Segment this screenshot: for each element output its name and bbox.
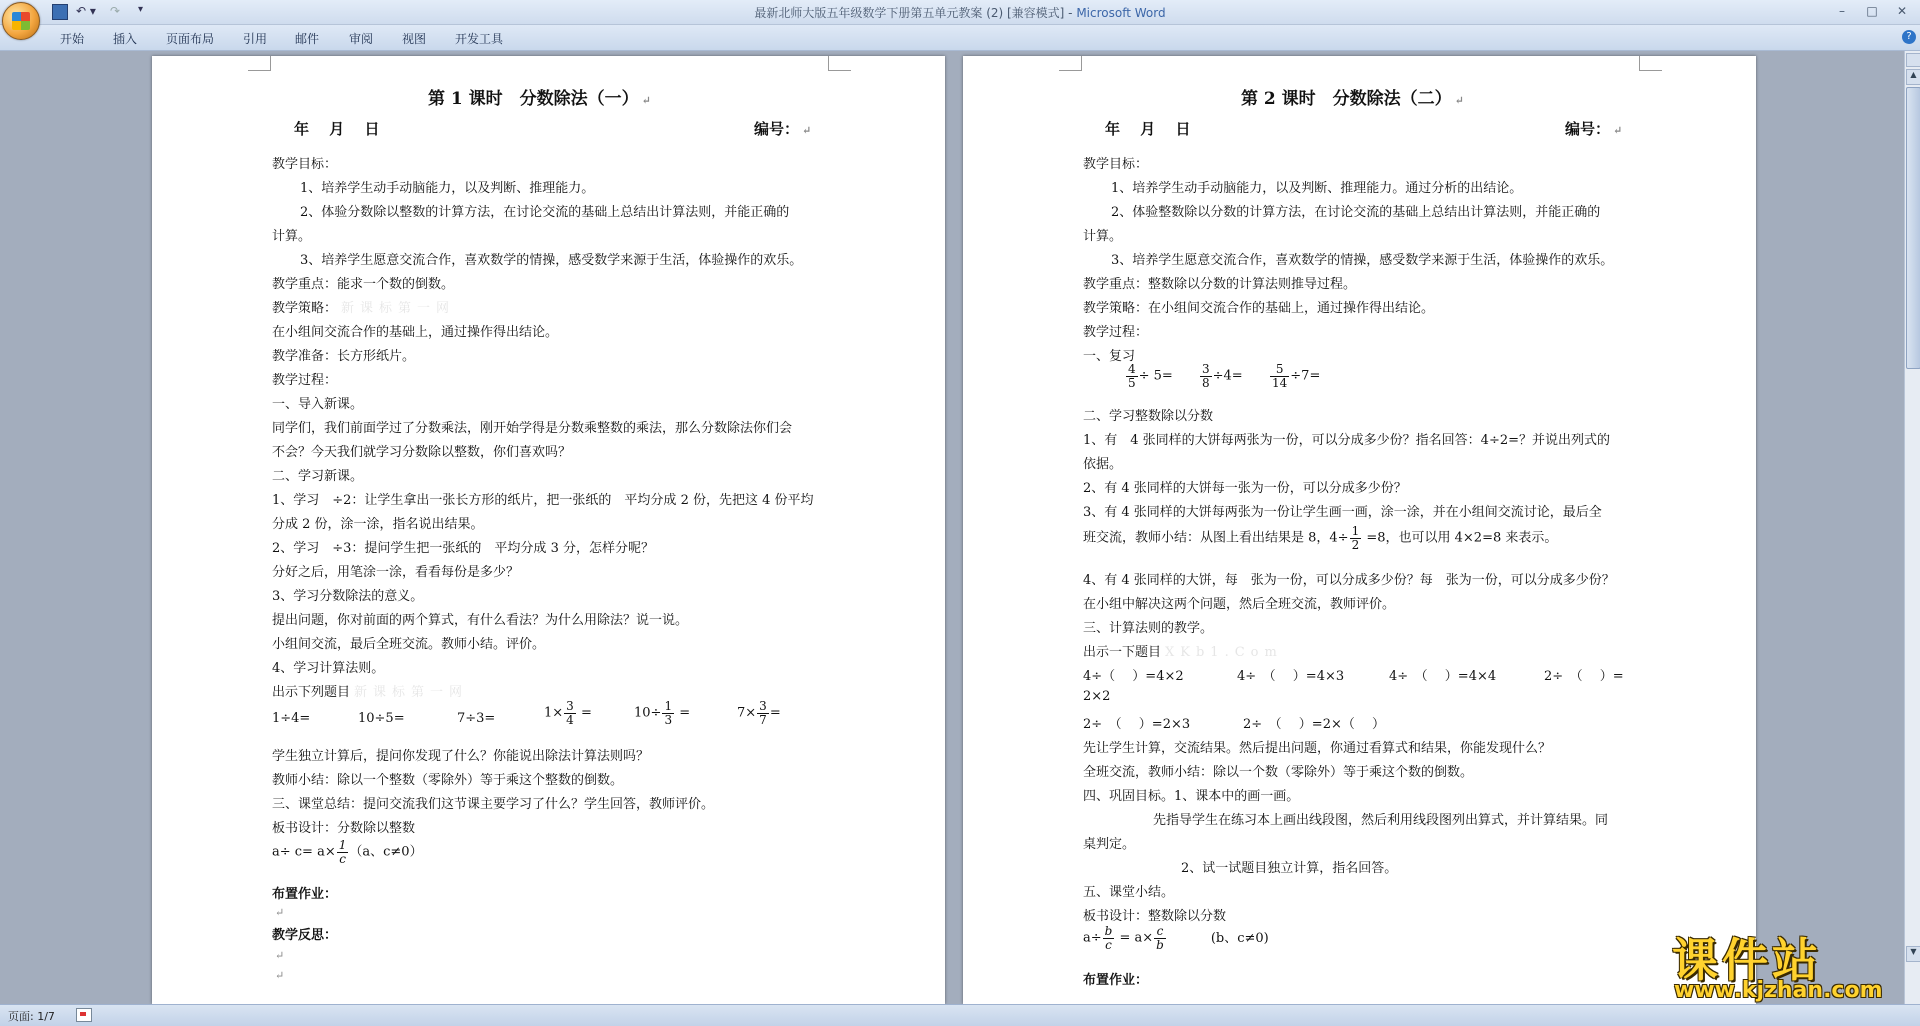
text-line: 4、有 4 张同样的大饼，每 张为一份，可以分成多少份？每 张为一份，可以分成多少份？	[1083, 573, 1615, 588]
text-line: 先让学生计算，交流结果。然后提出问题，你通过看算式和结果，你能发现什么？	[1083, 741, 1552, 756]
fraction	[1270, 363, 1289, 389]
tab-developer[interactable]: 开发工具	[455, 32, 504, 46]
exercise-label: 出示下列题目	[272, 685, 351, 700]
fraction-denominator: 4	[566, 712, 574, 727]
fraction-numerator: 1	[338, 838, 347, 852]
window-title	[0, 4, 1920, 21]
equation	[1125, 363, 1173, 389]
equation: 2÷ （ ）=	[1544, 669, 1624, 684]
date-line: 年 月 日	[294, 120, 380, 138]
tab-references[interactable]: 引用	[243, 32, 268, 46]
equation	[634, 700, 690, 726]
text-line: 板书设计：整数除以分数	[1083, 909, 1227, 924]
fraction-numerator: 1	[1351, 524, 1360, 538]
equation-text: ÷4=	[1212, 368, 1243, 384]
text-line: 桌判定。	[1083, 837, 1136, 852]
fraction-denominator: 3	[664, 712, 673, 727]
minimize-icon[interactable]: –	[1839, 4, 1845, 18]
fraction-denominator: c	[339, 851, 346, 866]
equation: 4÷ （ ）=4×4	[1389, 669, 1497, 684]
fraction	[337, 839, 349, 865]
ruler-toggle-icon[interactable]	[1906, 53, 1920, 67]
text-line: 教师小结：除以一个整数（零除外）等于乘这个整数的倒数。	[272, 773, 624, 788]
serial-number: 编号： ↵	[754, 120, 812, 138]
text-line: 3、培养学生愿意交流合作，喜欢数学的情操，感受数学来源于生活，体验操作的欢乐。	[1111, 253, 1614, 268]
tab-mailings[interactable]: 邮件	[295, 32, 320, 46]
text-line: 计算。	[272, 229, 312, 244]
lesson-title: 第 1 课时 分数除法（一） ↵	[428, 89, 651, 109]
text-line: 3、培养学生愿意交流合作，喜欢数学的情操，感受数学来源于生活，体验操作的欢乐。	[300, 253, 803, 268]
equation	[1199, 363, 1243, 389]
text-line: 教学过程：	[1083, 325, 1149, 340]
equation-text: =	[675, 705, 691, 721]
fraction-numerator: 5	[1270, 363, 1289, 377]
ribbon-tabs	[0, 25, 1920, 51]
text-line: 3、有 4 张同样的大饼每两张为一份让学生画一画，涂一涂，并在小组间交流讨论，最后全	[1083, 505, 1602, 520]
fraction-denominator: b	[1156, 937, 1164, 952]
formula	[272, 839, 423, 865]
text-line: 2、学习 ÷3：提问学生把一张纸的 平均分成 3 分，怎样分呢？	[272, 541, 654, 556]
text-line: 提出问题，你对前面的两个算式，有什么看法？为什么用除法？说一说。	[272, 613, 689, 628]
text-line: 五、课堂小结。	[1083, 885, 1175, 900]
tab-review[interactable]: 审阅	[349, 32, 374, 46]
fraction-numerator: b	[1104, 924, 1113, 938]
text-line: 教学目标：	[1083, 157, 1149, 172]
document-page-1[interactable]	[152, 56, 945, 1004]
office-logo-icon	[12, 12, 30, 30]
fraction-numerator: 1	[664, 699, 673, 713]
fraction-numerator: 3	[566, 699, 574, 713]
fraction	[1200, 363, 1212, 389]
text-line: 2、试一试题目独立计算，指名回答。	[1181, 861, 1398, 876]
equation	[737, 700, 781, 726]
title-bar	[0, 0, 1920, 25]
equation-text: 7×	[737, 705, 757, 721]
exercise-label: 出示一下题目	[1083, 645, 1162, 660]
tab-insert[interactable]: 插入	[113, 32, 138, 46]
paragraph-mark: ↵	[275, 969, 285, 982]
text-line: 教学目标：	[272, 157, 338, 172]
equation-text: 1×	[544, 705, 564, 721]
equation-text: ÷7=	[1290, 368, 1321, 384]
text-line: 教学重点：能求一个数的倒数。	[272, 277, 455, 292]
text-line: 全班交流，教师小结：除以一个数（零除外）等于乘这个数的倒数。	[1083, 765, 1474, 780]
equation-text: ÷ 5=	[1138, 368, 1173, 384]
text-line: 小组间交流，最后全班交流。教师小结。评价。	[272, 637, 546, 652]
fraction-denominator: c	[1105, 937, 1112, 952]
text-line: 2、体验整数除以分数的计算方法，在讨论交流的基础上总结出计算法则，并能正确的	[1111, 205, 1601, 220]
fraction-denominator: 8	[1202, 375, 1210, 390]
fraction-denominator: 14	[1272, 375, 1288, 390]
margin-mark	[248, 56, 271, 71]
text-line: 一、复习	[1083, 349, 1136, 364]
equation: 4÷ （ ）=4×3	[1237, 669, 1345, 684]
formula-text: a÷ c= a×	[272, 844, 336, 860]
maximize-icon[interactable]: □	[1866, 4, 1878, 18]
date-line: 年 月 日	[1105, 120, 1191, 138]
lesson-title: 第 2 课时 分数除法（二） ↵	[1241, 89, 1464, 109]
text-line: 二、学习新课。	[272, 469, 364, 484]
equation: 2÷ （ ）=2×3	[1083, 717, 1191, 732]
tab-home[interactable]: 开始	[60, 32, 85, 46]
equation: 10÷5=	[358, 711, 405, 726]
fraction	[1126, 363, 1138, 389]
formula-text: = a×	[1115, 930, 1154, 946]
text-line: 板书设计：分数除以整数	[272, 821, 416, 836]
text-line: 1、培养学生动手动脑能力，以及判断、推理能力。	[300, 181, 595, 196]
text-segment: 班交流，教师小结：从图上看出结果是 8，4÷	[1083, 530, 1349, 546]
equation	[1269, 363, 1320, 389]
equation	[544, 700, 592, 726]
text-line: 先指导学生在练习本上画出线段图，然后利用线段图列出算式，并计算结果。同	[1153, 813, 1609, 828]
text-line: 教学策略：在小组间交流合作的基础上，通过操作得出结论。	[1083, 301, 1435, 316]
fraction-numerator: 4	[1128, 362, 1136, 376]
scroll-thumb[interactable]	[1906, 87, 1920, 369]
scroll-up-icon[interactable]: ▲	[1906, 69, 1920, 85]
text-line: 1、培养学生动手动脑能力，以及判断、推理能力。通过分析的出结论。	[1111, 181, 1523, 196]
margin-mark	[1059, 56, 1082, 71]
paragraph-mark: ↵	[275, 906, 285, 919]
tab-page-layout[interactable]: 页面布局	[166, 32, 215, 46]
equation-text: =	[576, 705, 592, 721]
equation: 7÷3=	[457, 711, 496, 726]
text-line: 出示一下题目 XKb1.Com	[1083, 645, 1283, 660]
fraction	[757, 700, 769, 726]
text-line: 不会？今天我们就学习分数除以整数，你们喜欢吗？	[272, 445, 572, 460]
close-icon[interactable]: ✕	[1896, 4, 1908, 18]
text-line	[1083, 525, 1557, 551]
equation: 4÷（ ）=4×2	[1083, 669, 1184, 684]
text-line: 在小组中解决这两个问题，然后全班交流，教师评价。	[1083, 597, 1396, 612]
text-line: 在小组间交流合作的基础上，通过操作得出结论。	[272, 325, 559, 340]
paragraph-mark: ↵	[275, 949, 285, 962]
formula-text: a÷	[1083, 930, 1102, 946]
document-page-2[interactable]	[963, 56, 1756, 1004]
text-line: 布置作业：	[1083, 973, 1149, 988]
text-line: 三、课堂总结：提问交流我们这节课主要学习了什么？学生回答，教师评价。	[272, 797, 715, 812]
fraction	[1350, 525, 1362, 551]
proofing-icon[interactable]	[76, 1008, 92, 1022]
fraction-numerator: c	[1154, 925, 1166, 939]
text-line: 教学准备：长方形纸片。	[272, 349, 416, 364]
redo-icon[interactable]: ↷	[110, 4, 121, 18]
vertical-scrollbar[interactable]	[1904, 51, 1920, 1004]
customize-quick-access-icon[interactable]: ▾	[138, 4, 144, 15]
text-line: 四、巩固目标。1、课本中的画一画。	[1083, 789, 1300, 804]
fraction-numerator: 3	[759, 699, 767, 713]
text-line: 一、导入新课。	[272, 397, 364, 412]
text-line: 1、学习 ÷2：让学生拿出一张长方形的纸片，把一张纸的 平均分成 2 份，先把这 4 份平均	[272, 493, 814, 508]
text-line: 4、学习计算法则。	[272, 661, 385, 676]
equation: 1÷4=	[272, 711, 311, 726]
fraction-denominator: 2	[1351, 537, 1360, 552]
app-name: Microsoft Word	[1076, 6, 1166, 20]
text-line: 教学过程：	[272, 373, 338, 388]
equation-text: 10÷	[634, 705, 662, 721]
fraction	[564, 700, 576, 726]
undo-icon[interactable]: ↶ ▾	[76, 4, 96, 18]
text-line: 计算。	[1083, 229, 1123, 244]
serial-label: 编号：	[754, 120, 800, 138]
watermark-title: 课件站	[1672, 933, 1822, 987]
text-line: 三、计算法则的教学。	[1083, 621, 1214, 636]
text-line: 分成 2 份，涂一涂，指名说出结果。	[272, 517, 484, 532]
scroll-down-icon[interactable]: ▼	[1906, 946, 1920, 962]
lesson-title-text: 第 2 课时 分数除法（二）	[1241, 89, 1452, 109]
tab-view[interactable]: 视图	[402, 32, 427, 46]
text-line: 依据。	[1083, 457, 1123, 472]
watermark	[1672, 924, 1898, 1004]
equation: 2×2	[1083, 689, 1111, 704]
text-line: 1、有 4 张同样的大饼每两张为一份，可以分成多少份？指名回答：4÷2=？并说出列式的	[1083, 433, 1611, 448]
text-line: 3、学习分数除法的意义。	[272, 589, 424, 604]
margin-mark	[1639, 56, 1662, 71]
serial-label: 编号：	[1565, 120, 1611, 138]
fraction-denominator: 5	[1128, 375, 1136, 390]
text-line: 学生独立计算后，提问你发现了什么？你能说出除法计算法则吗？	[272, 749, 650, 764]
lesson-title-text: 第 1 课时 分数除法（一）	[428, 89, 639, 109]
text-line: 分好之后，用笔涂一涂，看看每份是多少？	[272, 565, 520, 580]
text-line: 2、体验分数除以整数的计算方法，在讨论交流的基础上总结出计算法则，并能正确的	[300, 205, 790, 220]
margin-mark	[828, 56, 851, 71]
document-title: 最新北师大版五年级数学下册第五单元教案 (2) [兼容模式] -	[754, 6, 1077, 20]
page-indicator[interactable]: 页面: 1/7	[8, 1010, 55, 1023]
formula-condition: (b、c≠0)	[1210, 930, 1269, 946]
fraction	[1154, 925, 1166, 951]
text-line: 同学们，我们前面学过了分数乘法，刚开始学得是分数乘整数的乘法，那么分数除法你们会	[272, 421, 793, 436]
fraction-denominator: 7	[759, 712, 767, 727]
fraction	[662, 700, 674, 726]
text-line: 2、有 4 张同样的大饼每一张为一份，可以分成多少份？	[1083, 481, 1407, 496]
text-line: 二、学习整数除以分数	[1083, 409, 1214, 424]
fraction	[1103, 925, 1115, 951]
text-line: 教学反思：	[272, 928, 338, 943]
text-line: 教学重点：整数除以分数的计算法则推导过程。	[1083, 277, 1357, 292]
text-line: 布置作业：	[272, 887, 338, 902]
formula-condition: （a、c≠0）	[349, 844, 423, 860]
formula	[1083, 925, 1269, 951]
text-segment: =8，也可以用 4×2=8 来表示。	[1362, 530, 1558, 546]
fraction-numerator: 3	[1202, 362, 1210, 376]
office-button[interactable]	[2, 2, 40, 40]
text-line: 出示下列题目 新课标第一网	[272, 685, 469, 700]
watermark-url: www.kjzhan.com	[1674, 978, 1883, 1003]
equation-text: =	[769, 705, 781, 721]
status-bar	[0, 1004, 1920, 1026]
text-line: 教学策略： 新课标第一网	[272, 301, 456, 316]
serial-number: 编号： ↵	[1565, 120, 1623, 138]
equation: 2÷ （ ）=2×（ ）	[1243, 717, 1385, 732]
strategy-label: 教学策略：	[272, 301, 338, 316]
help-icon[interactable]: ?	[1902, 30, 1916, 44]
